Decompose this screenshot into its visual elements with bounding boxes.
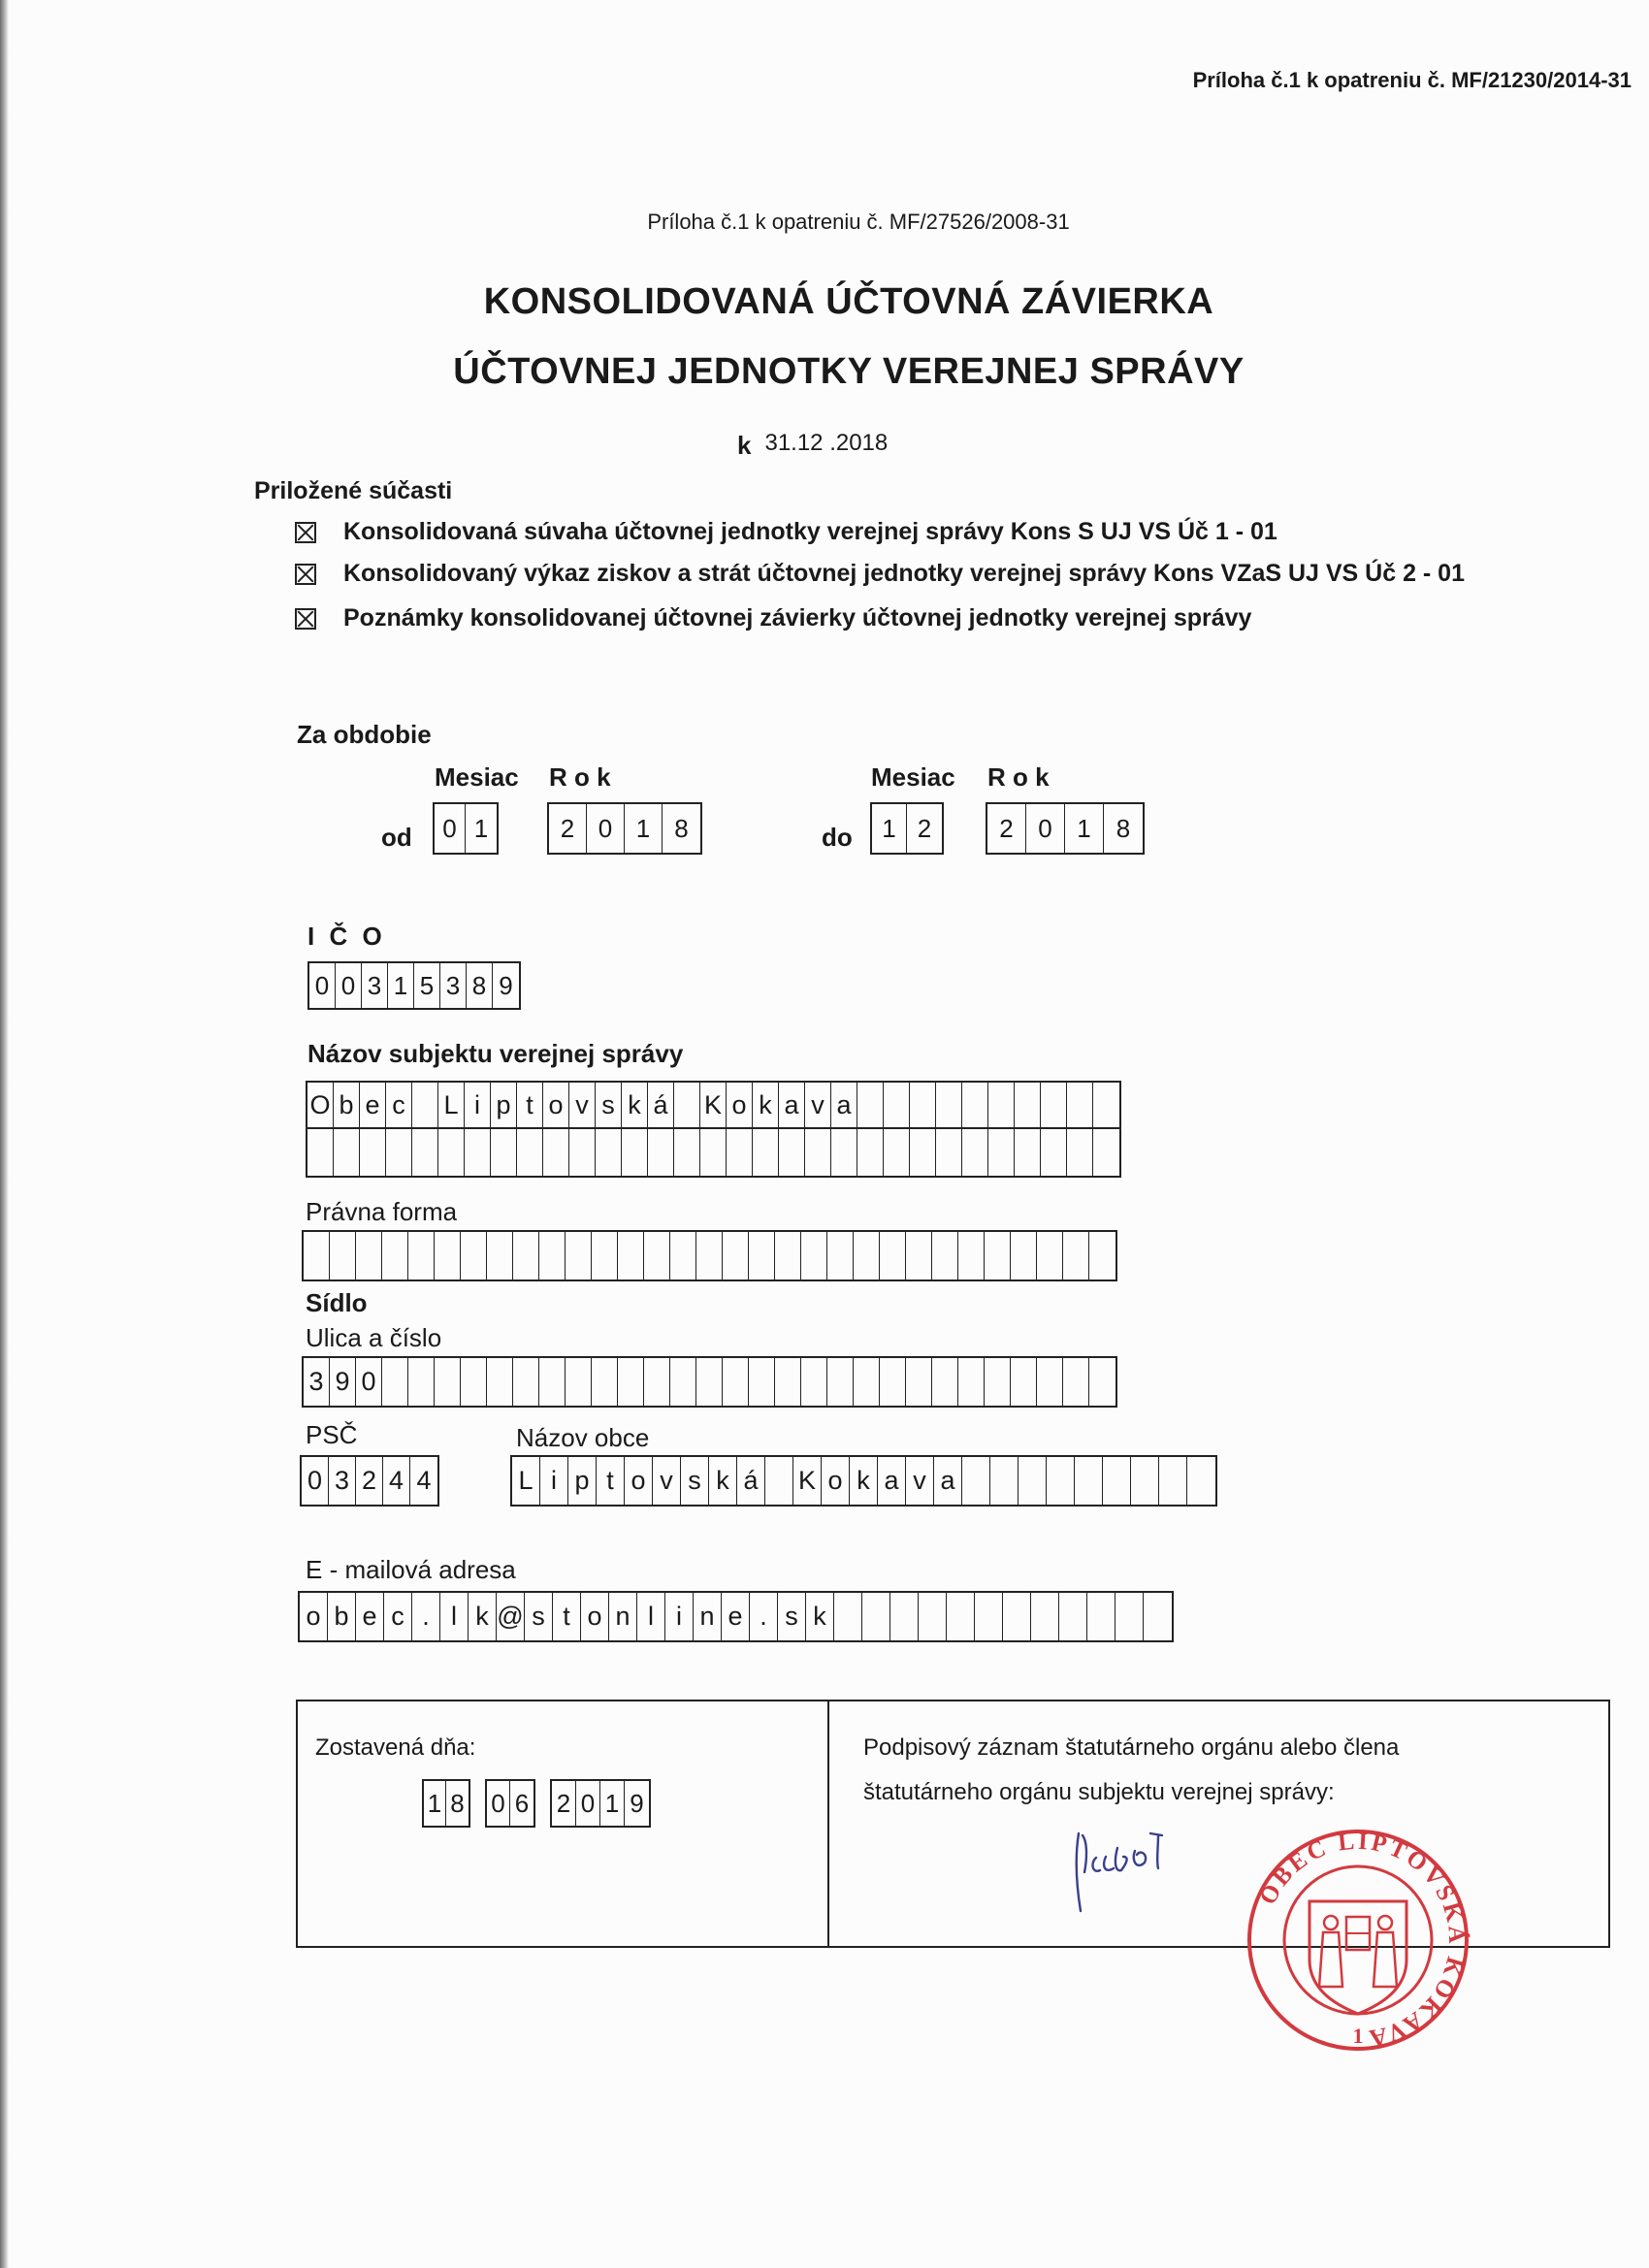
char-cell: a bbox=[878, 1457, 906, 1505]
char-cell bbox=[975, 1593, 1003, 1640]
char-cell bbox=[985, 1358, 1011, 1406]
digit-cell: 1 bbox=[600, 1781, 625, 1826]
town-field[interactable] bbox=[510, 1455, 1217, 1507]
section-divider bbox=[827, 1700, 829, 1948]
from-label: od bbox=[381, 823, 412, 852]
digit-cell: 1 bbox=[388, 963, 414, 1008]
scan-edge-shadow bbox=[0, 0, 9, 2268]
email-label: E - mailová adresa bbox=[306, 1555, 516, 1584]
char-cell bbox=[801, 1232, 827, 1280]
char-cell: L bbox=[438, 1083, 465, 1127]
char-cell bbox=[674, 1129, 700, 1176]
digit-cell: 8 bbox=[450, 1788, 465, 1818]
char-cell bbox=[890, 1593, 919, 1640]
digit-cell: 2 bbox=[917, 813, 932, 843]
from-month-label: Mesiac bbox=[435, 762, 519, 792]
checkbox-checked-icon[interactable] bbox=[295, 608, 316, 630]
char-cell bbox=[962, 1129, 988, 1176]
char-cell: 4 bbox=[383, 1457, 410, 1505]
char-cell: o bbox=[727, 1083, 753, 1127]
entity-name-field-row1[interactable] bbox=[306, 1081, 1121, 1129]
char-cell bbox=[461, 1358, 487, 1406]
digit-cell: 0 bbox=[309, 963, 336, 1008]
char-cell bbox=[962, 1457, 990, 1505]
char-cell bbox=[919, 1593, 947, 1640]
char-cell bbox=[1067, 1129, 1093, 1176]
char-cell bbox=[827, 1232, 854, 1280]
char-cell: O bbox=[307, 1083, 334, 1127]
char-cell bbox=[884, 1083, 910, 1127]
char-cell bbox=[775, 1358, 801, 1406]
char-cell bbox=[461, 1232, 487, 1280]
char-cell: o bbox=[625, 1457, 653, 1505]
char-cell: K bbox=[793, 1457, 822, 1505]
compiled-year-field[interactable] bbox=[550, 1779, 651, 1828]
char-cell bbox=[1093, 1129, 1119, 1176]
digit-cell: 8 bbox=[1116, 813, 1131, 843]
to-year-label: R o k bbox=[987, 762, 1050, 792]
char-cell bbox=[487, 1358, 513, 1406]
char-cell bbox=[487, 1232, 513, 1280]
char-cell: k bbox=[753, 1083, 779, 1127]
char-cell bbox=[1131, 1457, 1159, 1505]
as-of-date bbox=[737, 427, 889, 460]
char-cell bbox=[622, 1129, 648, 1176]
char-cell: n bbox=[609, 1593, 637, 1640]
digit-cell: 9 bbox=[630, 1788, 644, 1818]
entity-name-label: Názov subjektu verejnej správy bbox=[307, 1039, 684, 1068]
char-cell: b bbox=[334, 1083, 360, 1127]
char-cell bbox=[465, 1129, 491, 1176]
char-cell bbox=[1031, 1593, 1059, 1640]
char-cell: v bbox=[569, 1083, 596, 1127]
char-cell: s bbox=[596, 1083, 622, 1127]
char-cell bbox=[857, 1083, 884, 1127]
compiled-day-field[interactable] bbox=[422, 1779, 470, 1828]
to-label: do bbox=[822, 823, 853, 852]
attachment-item[interactable] bbox=[295, 560, 1465, 588]
attachment-item[interactable] bbox=[295, 604, 1251, 632]
char-cell bbox=[723, 1232, 749, 1280]
char-cell bbox=[644, 1232, 670, 1280]
char-cell: e bbox=[356, 1593, 384, 1640]
char-cell bbox=[749, 1358, 775, 1406]
char-cell bbox=[304, 1232, 330, 1280]
char-cell bbox=[566, 1358, 592, 1406]
char-cell bbox=[1087, 1593, 1116, 1640]
char-cell bbox=[513, 1358, 539, 1406]
char-cell: o bbox=[300, 1593, 328, 1640]
char-cell bbox=[1018, 1457, 1047, 1505]
char-cell bbox=[644, 1358, 670, 1406]
digit-cell: 1 bbox=[1065, 804, 1104, 853]
to-year-field[interactable] bbox=[986, 802, 1145, 855]
digit-cell: 3 bbox=[440, 963, 467, 1008]
char-cell: L bbox=[512, 1457, 540, 1505]
char-cell: o bbox=[822, 1457, 850, 1505]
char-cell bbox=[1011, 1232, 1037, 1280]
email-field[interactable] bbox=[298, 1591, 1174, 1642]
char-cell bbox=[932, 1232, 958, 1280]
char-cell: @ bbox=[497, 1593, 525, 1640]
char-cell bbox=[854, 1358, 880, 1406]
char-cell: k bbox=[709, 1457, 737, 1505]
char-cell: c bbox=[386, 1083, 412, 1127]
char-cell: t bbox=[517, 1083, 543, 1127]
char-cell bbox=[831, 1129, 857, 1176]
char-cell: i bbox=[465, 1083, 491, 1127]
digit-cell: 0 bbox=[487, 1781, 510, 1826]
char-cell: e bbox=[722, 1593, 750, 1640]
svg-text:OBEC LIPTOVSKÁ KOKAVA bbox=[1254, 1829, 1471, 2052]
char-cell bbox=[438, 1129, 465, 1176]
char-cell: t bbox=[553, 1593, 581, 1640]
char-cell: a bbox=[934, 1457, 962, 1505]
char-cell bbox=[1063, 1358, 1089, 1406]
digit-cell: 9 bbox=[499, 970, 513, 1000]
char-cell: s bbox=[525, 1593, 553, 1640]
char-cell bbox=[988, 1083, 1015, 1127]
char-cell bbox=[910, 1129, 936, 1176]
char-cell bbox=[1063, 1232, 1089, 1280]
ico-field[interactable] bbox=[307, 961, 521, 1010]
char-cell bbox=[543, 1129, 569, 1176]
to-month-field[interactable] bbox=[870, 802, 944, 855]
char-cell bbox=[1103, 1457, 1131, 1505]
char-cell bbox=[1011, 1358, 1037, 1406]
char-cell bbox=[1003, 1593, 1031, 1640]
char-cell: t bbox=[597, 1457, 625, 1505]
char-cell bbox=[513, 1232, 539, 1280]
char-cell bbox=[670, 1358, 696, 1406]
char-cell: k bbox=[850, 1457, 878, 1505]
char-cell bbox=[618, 1232, 644, 1280]
char-cell: á bbox=[737, 1457, 765, 1505]
char-cell bbox=[670, 1232, 696, 1280]
char-cell bbox=[539, 1232, 566, 1280]
char-cell bbox=[880, 1232, 906, 1280]
char-cell: 9 bbox=[330, 1358, 356, 1406]
from-year-field[interactable] bbox=[547, 802, 702, 855]
char-cell bbox=[360, 1129, 386, 1176]
char-cell bbox=[517, 1129, 543, 1176]
municipal-stamp-icon bbox=[1242, 1824, 1474, 2057]
char-cell bbox=[412, 1083, 438, 1127]
street-label: Ulica a číslo bbox=[306, 1323, 442, 1352]
char-cell bbox=[1075, 1457, 1103, 1505]
char-cell bbox=[985, 1232, 1011, 1280]
char-cell: k bbox=[622, 1083, 648, 1127]
char-cell bbox=[334, 1129, 360, 1176]
char-cell bbox=[1187, 1457, 1215, 1505]
char-cell: k bbox=[469, 1593, 497, 1640]
char-cell bbox=[566, 1232, 592, 1280]
char-cell bbox=[723, 1358, 749, 1406]
char-cell bbox=[727, 1129, 753, 1176]
char-cell bbox=[936, 1083, 962, 1127]
char-cell bbox=[408, 1232, 435, 1280]
char-cell bbox=[1089, 1232, 1116, 1280]
town-label: Názov obce bbox=[516, 1423, 650, 1452]
char-cell bbox=[618, 1358, 644, 1406]
document-title-line2: ÚČTOVNEJ JEDNOTKY VEREJNEJ SPRÁVY bbox=[453, 351, 1245, 392]
char-cell bbox=[356, 1232, 382, 1280]
char-cell bbox=[1067, 1083, 1093, 1127]
char-cell: a bbox=[779, 1083, 805, 1127]
digit-cell: 2 bbox=[549, 804, 587, 853]
char-cell bbox=[958, 1358, 985, 1406]
char-cell bbox=[801, 1358, 827, 1406]
char-cell bbox=[1093, 1083, 1119, 1127]
char-cell bbox=[1037, 1358, 1063, 1406]
char-cell bbox=[990, 1457, 1018, 1505]
char-cell: v bbox=[653, 1457, 681, 1505]
char-cell bbox=[1116, 1593, 1144, 1640]
period-title: Za obdobie bbox=[297, 720, 432, 749]
street-field[interactable] bbox=[302, 1356, 1117, 1408]
char-cell bbox=[1059, 1593, 1087, 1640]
to-month-label: Mesiac bbox=[871, 762, 955, 792]
entity-name-field-row2[interactable] bbox=[306, 1129, 1121, 1178]
char-cell: b bbox=[328, 1593, 356, 1640]
char-cell: n bbox=[694, 1593, 722, 1640]
char-cell bbox=[1144, 1593, 1172, 1640]
char-cell bbox=[569, 1129, 596, 1176]
char-cell bbox=[932, 1358, 958, 1406]
char-cell bbox=[674, 1083, 700, 1127]
digit-cell: 2 bbox=[552, 1781, 576, 1826]
handwritten-signature-icon bbox=[1057, 1814, 1232, 1930]
char-cell bbox=[779, 1129, 805, 1176]
char-cell: . bbox=[750, 1593, 778, 1640]
char-cell bbox=[1037, 1232, 1063, 1280]
digit-cell: 5 bbox=[414, 963, 440, 1008]
char-cell bbox=[805, 1129, 831, 1176]
signature-label-line1: Podpisový záznam štatutárneho orgánu alebo člena bbox=[863, 1734, 1400, 1761]
char-cell bbox=[435, 1232, 461, 1280]
char-cell bbox=[596, 1129, 622, 1176]
char-cell bbox=[862, 1593, 890, 1640]
digit-cell: 1 bbox=[872, 804, 907, 853]
char-cell bbox=[827, 1358, 854, 1406]
digit-cell: 0 bbox=[336, 963, 362, 1008]
attachment-label: Konsolidovaná súvaha účtovnej jednotky verejnej správy Kons S UJ VS Úč 1 - 01 bbox=[343, 518, 1277, 545]
char-cell: K bbox=[700, 1083, 727, 1127]
char-cell bbox=[412, 1129, 438, 1176]
char-cell: e bbox=[360, 1083, 386, 1127]
char-cell bbox=[906, 1358, 932, 1406]
char-cell bbox=[884, 1129, 910, 1176]
char-cell bbox=[696, 1232, 723, 1280]
digit-cell: 1 bbox=[473, 813, 489, 843]
char-cell: l bbox=[637, 1593, 665, 1640]
digit-cell: 1 bbox=[625, 804, 663, 853]
char-cell bbox=[382, 1232, 408, 1280]
char-cell bbox=[386, 1129, 412, 1176]
char-cell bbox=[765, 1457, 793, 1505]
char-cell bbox=[382, 1358, 408, 1406]
char-cell: 2 bbox=[356, 1457, 383, 1505]
attachment-label: Konsolidovaný výkaz ziskov a strát účtovnej jednotky verejnej správy Kons VZaS UJ VS Úč 2 - 01 bbox=[343, 560, 1465, 587]
annex-reference-top: Príloha č.1 k opatreniu č. MF/21230/2014-31 bbox=[1192, 68, 1632, 92]
char-cell bbox=[962, 1083, 988, 1127]
char-cell: 4 bbox=[416, 1466, 432, 1495]
signature-label-line2: štatutárneho orgánu subjektu verejnej správy: bbox=[863, 1779, 1335, 1805]
stamp-number: 1 bbox=[1352, 2024, 1364, 2048]
char-cell bbox=[648, 1129, 674, 1176]
char-cell bbox=[696, 1358, 723, 1406]
char-cell: o bbox=[581, 1593, 609, 1640]
ico-label: I Č O bbox=[307, 922, 386, 951]
char-cell bbox=[1041, 1083, 1067, 1127]
char-cell: 3 bbox=[329, 1457, 356, 1505]
char-cell: s bbox=[681, 1457, 709, 1505]
compiled-month-field[interactable] bbox=[485, 1779, 535, 1828]
char-cell: v bbox=[805, 1083, 831, 1127]
digit-cell: 0 bbox=[1026, 804, 1065, 853]
digit-cell: 0 bbox=[435, 804, 466, 853]
char-cell: p bbox=[491, 1083, 517, 1127]
char-cell: 0 bbox=[356, 1358, 382, 1406]
char-cell bbox=[592, 1358, 618, 1406]
char-cell bbox=[307, 1129, 334, 1176]
digit-cell: 0 bbox=[587, 804, 625, 853]
char-cell: á bbox=[648, 1083, 674, 1127]
char-cell bbox=[854, 1232, 880, 1280]
char-cell bbox=[491, 1129, 517, 1176]
char-cell bbox=[880, 1358, 906, 1406]
checkbox-checked-icon[interactable] bbox=[295, 564, 316, 585]
checkbox-checked-icon[interactable] bbox=[295, 522, 316, 543]
char-cell bbox=[1041, 1129, 1067, 1176]
annex-reference-center: Príloha č.1 k opatreniu č. MF/27526/2008-31 bbox=[647, 210, 1070, 234]
char-cell bbox=[749, 1232, 775, 1280]
char-cell: i bbox=[540, 1457, 568, 1505]
char-cell bbox=[408, 1358, 435, 1406]
char-cell bbox=[947, 1593, 975, 1640]
char-cell: . bbox=[412, 1593, 440, 1640]
char-cell bbox=[435, 1358, 461, 1406]
legal-form-label: Právna forma bbox=[306, 1197, 458, 1226]
char-cell bbox=[988, 1129, 1015, 1176]
char-cell bbox=[1047, 1457, 1075, 1505]
as-of-date-value: 31.12 .2018 bbox=[764, 430, 889, 456]
from-month-field[interactable] bbox=[433, 802, 499, 855]
char-cell bbox=[906, 1232, 932, 1280]
char-cell: c bbox=[384, 1593, 412, 1640]
char-cell: l bbox=[440, 1593, 469, 1640]
char-cell bbox=[775, 1232, 801, 1280]
char-cell: v bbox=[906, 1457, 934, 1505]
char-cell bbox=[330, 1232, 356, 1280]
legal-form-field[interactable] bbox=[302, 1230, 1117, 1281]
stamp-ring-text: OBEC LIPTOVSKÁ KOKAVA bbox=[1254, 1828, 1471, 2052]
digit-cell: 6 bbox=[514, 1788, 530, 1818]
char-cell bbox=[857, 1129, 884, 1176]
psc-field[interactable] bbox=[300, 1455, 439, 1507]
attachment-item[interactable] bbox=[295, 518, 1277, 546]
char-cell: p bbox=[568, 1457, 597, 1505]
digit-cell: 8 bbox=[674, 813, 689, 843]
char-cell: s bbox=[778, 1593, 806, 1640]
digit-cell: 1 bbox=[424, 1781, 446, 1826]
char-cell bbox=[539, 1358, 566, 1406]
char-cell bbox=[936, 1129, 962, 1176]
char-cell bbox=[834, 1593, 862, 1640]
from-year-label: R o k bbox=[549, 762, 611, 792]
char-cell: i bbox=[665, 1593, 694, 1640]
char-cell bbox=[753, 1129, 779, 1176]
char-cell bbox=[910, 1083, 936, 1127]
digit-cell: 3 bbox=[362, 963, 388, 1008]
char-cell: a bbox=[831, 1083, 857, 1127]
char-cell bbox=[592, 1232, 618, 1280]
char-cell bbox=[700, 1129, 727, 1176]
document-title-line1: KONSOLIDOVANÁ ÚČTOVNÁ ZÁVIERKA bbox=[483, 281, 1214, 322]
seat-label: Sídlo bbox=[306, 1288, 368, 1317]
char-cell: k bbox=[806, 1593, 834, 1640]
char-cell bbox=[1015, 1083, 1041, 1127]
digit-cell: 8 bbox=[467, 963, 493, 1008]
char-cell: 0 bbox=[302, 1457, 329, 1505]
attachment-label: Poznámky konsolidovanej účtovnej závierky účtovnej jednotky verejnej správy bbox=[343, 604, 1252, 632]
char-cell bbox=[958, 1232, 985, 1280]
compiled-date-label: Zostavená dňa: bbox=[315, 1734, 476, 1761]
char-cell bbox=[1159, 1457, 1187, 1505]
digit-cell: 2 bbox=[987, 804, 1026, 853]
char-cell: 3 bbox=[304, 1358, 330, 1406]
digit-cell: 0 bbox=[576, 1781, 600, 1826]
attachments-title: Priložené súčasti bbox=[254, 477, 453, 504]
char-cell bbox=[1015, 1129, 1041, 1176]
as-of-prefix: k bbox=[737, 431, 752, 460]
char-cell: o bbox=[543, 1083, 569, 1127]
char-cell bbox=[1089, 1358, 1116, 1406]
psc-label: PSČ bbox=[306, 1420, 358, 1449]
